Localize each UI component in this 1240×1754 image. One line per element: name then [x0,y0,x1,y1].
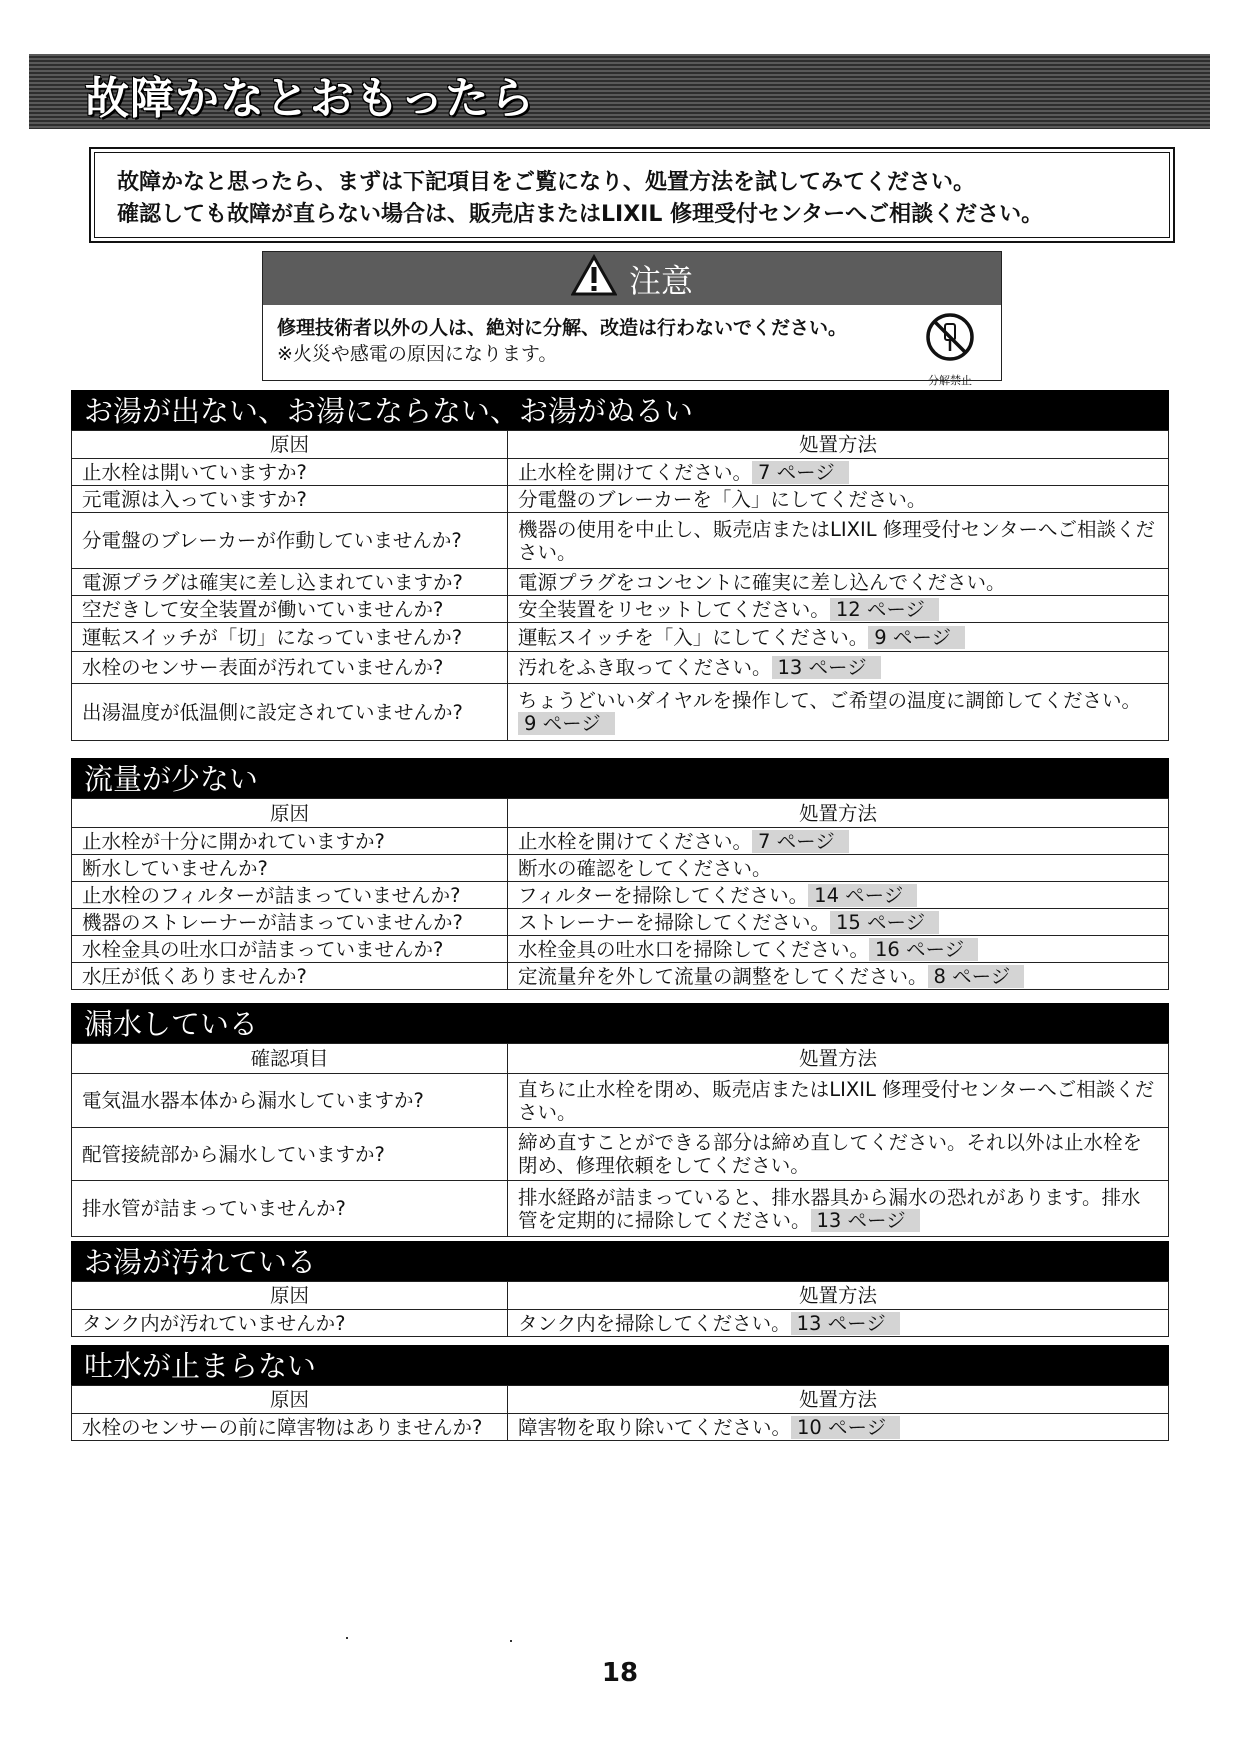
action-text: 障害物を取り除いてください。 [518,1415,792,1439]
cause-cell: 電源プラグは確実に差し込まれていますか? [72,569,508,596]
cause-cell: 配管接続部から漏水していますか? [72,1128,508,1181]
column-header-cause: 原因 [72,1282,508,1310]
page-number: 18 [601,1658,639,1688]
table-row [72,623,1169,652]
action-cell [508,1128,1169,1181]
action-text: 機器の使用を中止し、販売店またはLIXIL 修理受付センターへご相談ください。 [518,517,1156,564]
page-reference: 13 ページ [811,1209,920,1232]
page-title: 故障かなとおもったら [85,73,535,124]
action-cell [508,909,1169,936]
intro-box [89,147,1175,243]
table-row [72,684,1169,741]
page-reference: 9 ページ [868,626,965,649]
table-row [72,513,1169,569]
action-text: 定流量弁を外して流量の調整をしてください。 [518,964,928,988]
page-title-bar [29,54,1210,129]
action-text: 分電盤のブレーカーを「入」にしてください。 [518,487,927,511]
action-cell [508,1181,1169,1237]
action-cell [508,1074,1169,1128]
caution-box [262,251,1002,387]
action-cell [508,569,1169,596]
cause-cell: 電気温水器本体から漏水していますか? [72,1074,508,1128]
page-reference: 8 ページ [928,965,1025,988]
action-text: 運転スイッチを「入」にしてください。 [518,625,869,649]
column-header-cause: 原因 [72,431,508,459]
table-row [72,936,1169,963]
table-header-row [72,1386,1169,1414]
page-reference: 13 ページ [772,656,881,679]
troubleshoot-table [71,1043,1169,1237]
troubleshoot-table [71,1385,1169,1441]
action-text: ストレーナーを掃除してください。 [518,910,831,934]
cause-cell: 水圧が低くありませんか? [72,963,508,990]
action-text: 電源プラグをコンセントに確実に差し込んでください。 [518,570,1006,594]
action-cell [508,652,1169,684]
action-cell [508,855,1169,882]
caution-line-1: 修理技術者以外の人は、絶対に分解、改造は行わないでください。 [277,317,848,339]
action-cell [508,882,1169,909]
action-text: 締め直すことができる部分は締め直してください。それ以外は止水栓を閉め、修理依頼をしてください。 [518,1131,1143,1177]
section-title: 漏水している [71,1003,1169,1043]
cause-cell: 機器のストレーナーが詰まっていませんか? [72,909,508,936]
action-text: 水栓金具の吐水口を掃除してください。 [518,937,870,961]
table-row [72,486,1169,513]
page-reference: 10 ページ [791,1416,900,1439]
table-header-row [72,1044,1169,1074]
cause-cell: 運転スイッチが「切」になっていませんか? [72,623,508,652]
action-text: 断水の確認をしてください。 [518,856,772,880]
troubleshoot-section [71,1241,1169,1337]
table-row [72,1074,1169,1128]
table-row [72,1128,1169,1181]
table-header-row [72,431,1169,459]
column-header-cause: 確認項目 [72,1044,508,1074]
warning-triangle-icon [571,254,617,304]
cause-cell: 水栓のセンサー表面が汚れていませんか? [72,652,508,684]
action-cell [508,486,1169,513]
action-text: 汚れをふき取ってください。 [518,656,772,679]
section-title: お湯が出ない、お湯にならない、お湯がぬるい [71,390,1169,430]
action-text: 直ちに止水栓を閉め、販売店またはLIXIL 修理受付センターへご相談ください。 [518,1077,1155,1124]
cause-cell: 出湯温度が低温側に設定されていませんか? [72,684,508,741]
cause-cell: 元電源は入っていますか? [72,486,508,513]
stray-dot [346,1637,348,1639]
cause-cell: 止水栓が十分に開かれていますか? [72,828,508,855]
troubleshoot-table [71,430,1169,741]
cause-cell: 排水管が詰まっていませんか? [72,1181,508,1237]
action-cell [508,1310,1169,1337]
cause-cell: 水栓のセンサーの前に障害物はありませんか? [72,1414,508,1441]
table-row [72,828,1169,855]
prohibit-symbol [917,311,983,394]
action-cell [508,623,1169,652]
action-cell [508,513,1169,569]
table-row [72,459,1169,486]
page-reference: 13 ページ [791,1312,900,1335]
troubleshoot-section [71,1003,1169,1237]
action-text: 止水栓を開けてください。 [518,460,753,484]
cause-cell: 断水していませんか? [72,855,508,882]
action-cell [508,963,1169,990]
page-reference: 16 ページ [869,938,978,961]
column-header-action: 処置方法 [508,1044,1169,1074]
action-text: ちょうどいいダイヤルを操作して、ご希望の温度に調節してください。 [518,689,1142,712]
no-disassembly-icon [924,346,976,368]
action-text: 排水経路が詰まっていると、排水器具から漏水の恐れがあります。排水管を定期的に掃除してください。 [518,1185,1141,1232]
troubleshoot-section [71,390,1169,741]
column-header-cause: 原因 [72,799,508,828]
column-header-action: 処置方法 [508,1386,1169,1414]
column-header-action: 処置方法 [508,799,1169,828]
column-header-action: 処置方法 [508,1282,1169,1310]
cause-cell: 空だきして安全装置が働いていませんか? [72,596,508,623]
cause-cell: 水栓金具の吐水口が詰まっていませんか? [72,936,508,963]
action-text: 安全装置をリセットしてください。 [518,597,830,621]
action-cell [508,684,1169,741]
table-row [72,1310,1169,1337]
troubleshoot-table [71,1281,1169,1337]
action-text: 止水栓を開けてください。 [518,829,753,853]
column-header-cause: 原因 [72,1386,508,1414]
table-row [72,963,1169,990]
cause-cell: タンク内が汚れていませんか? [72,1310,508,1337]
page-reference: 14 ページ [808,884,917,907]
table-row [72,569,1169,596]
stray-dot [510,1640,512,1642]
troubleshoot-section [71,1345,1169,1441]
table-row [72,1181,1169,1237]
cause-cell: 止水栓は開いていますか? [72,459,508,486]
column-header-action: 処置方法 [508,431,1169,459]
section-title: 吐水が止まらない [71,1345,1169,1385]
table-row [72,882,1169,909]
intro-line-1: 故障かなと思ったら、まずは下記項目をご覧になり、処置方法を試してみてください。 [117,170,976,195]
action-text: タンク内を掃除してください。 [518,1311,791,1335]
table-row [72,1414,1169,1441]
page-reference: 15 ページ [830,911,939,934]
troubleshoot-section [71,758,1169,990]
action-cell [508,936,1169,963]
page-reference: 9 ページ [518,712,615,735]
caution-heading: 注意 [628,261,693,300]
intro-line-2: 確認しても故障が直らない場合は、販売店またはLIXIL 修理受付センターへご相談ください。 [117,202,1044,227]
table-row [72,909,1169,936]
cause-cell: 止水栓のフィルターが詰まっていませんか? [72,882,508,909]
page-reference: 7 ページ [752,830,849,853]
action-cell [508,459,1169,486]
cause-cell: 分電盤のブレーカーが作動していませんか? [72,513,508,569]
caution-header [263,252,1001,305]
prohibit-label: 分解禁止 [928,374,972,387]
caution-line-2: ※火災や感電の原因になります。 [277,343,558,365]
action-cell [508,1414,1169,1441]
action-cell [508,596,1169,623]
troubleshoot-table [71,798,1169,990]
page-reference: 7 ページ [752,461,849,484]
table-row [72,596,1169,623]
table-row [72,652,1169,684]
page-reference: 12 ページ [830,598,939,621]
section-title: 流量が少ない [71,758,1169,798]
section-title: お湯が汚れている [71,1241,1169,1281]
table-row [72,855,1169,882]
table-header-row [72,799,1169,828]
action-text: フィルターを掃除してください。 [518,883,809,907]
action-cell [508,828,1169,855]
table-header-row [72,1282,1169,1310]
